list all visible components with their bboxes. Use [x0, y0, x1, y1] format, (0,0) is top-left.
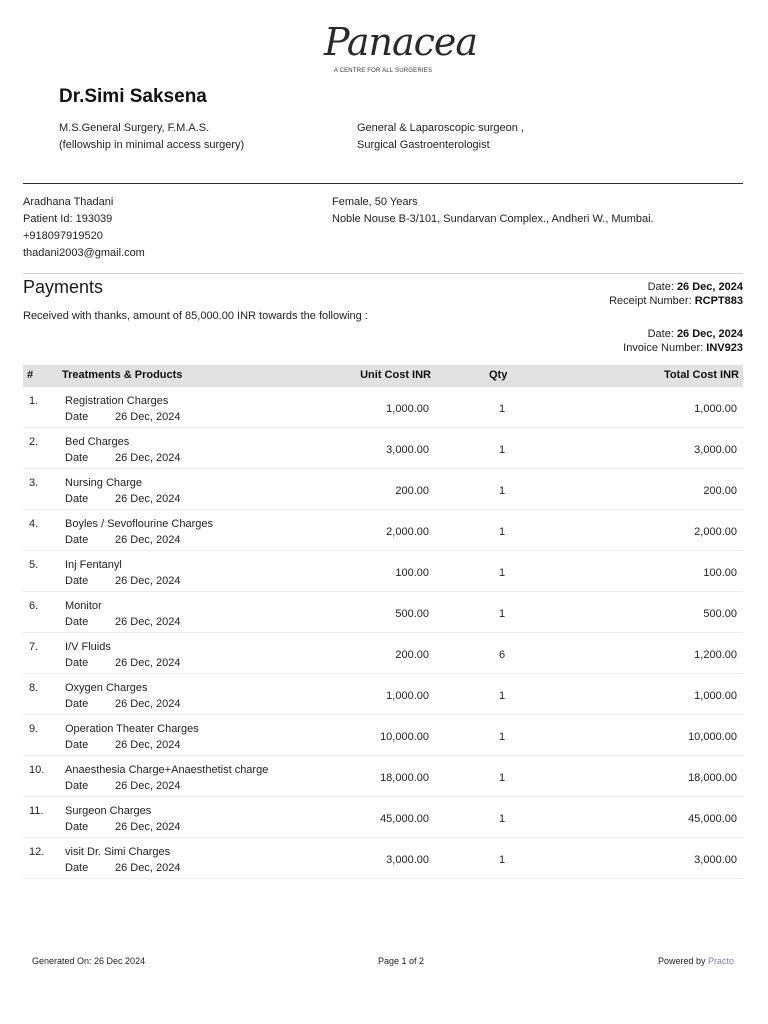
- quantity: 1: [499, 608, 506, 620]
- table-row: [23, 428, 743, 469]
- total-cost: 3,000.00: [694, 444, 737, 456]
- item-date: 26 Dec, 2024: [115, 657, 181, 669]
- logo-wordmark: Panacea: [324, 20, 478, 64]
- total-cost: 45,000.00: [688, 813, 737, 825]
- logo-tagline: A CENTRE FOR ALL SURGERIES: [333, 68, 433, 74]
- item-date: 26 Dec, 2024: [115, 862, 181, 874]
- total-cost: 10,000.00: [688, 731, 737, 743]
- receipt-date-label: Date:: [647, 281, 677, 293]
- patient-email: thadani2003@gmail.com: [23, 247, 145, 259]
- item-name: Registration Charges: [65, 395, 169, 407]
- quantity: 1: [499, 731, 506, 743]
- patient-gender-age: Female, 50 Years: [332, 196, 418, 208]
- date-label: Date: [65, 616, 89, 628]
- invoice-meta: [623, 327, 743, 355]
- treatments-table: [23, 365, 743, 879]
- invoice-date-value: 26 Dec, 2024: [676, 328, 743, 340]
- powered-by-label: Powered by: [657, 956, 708, 966]
- unit-cost: 100.00: [395, 567, 429, 579]
- row-number: 4.: [29, 518, 39, 530]
- row-number: 12.: [29, 846, 45, 858]
- patient-address: Noble Nouse B-3/101, Sundarvan Complex., Andheri W., Mumbai.: [332, 213, 654, 225]
- receipt-number-value: RCPT883: [694, 295, 743, 307]
- qualification-line: M.S.General Surgery, F.M.A.S.: [59, 122, 210, 134]
- total-cost: 1,200.00: [694, 649, 737, 661]
- row-number: 3.: [29, 477, 39, 489]
- header-item: Treatments & Products: [62, 369, 183, 381]
- total-cost: 1,000.00: [694, 690, 737, 702]
- table-body: [23, 387, 743, 879]
- header-unit-cost: Unit Cost INR: [360, 369, 431, 381]
- patient-name: Aradhana Thadani: [23, 196, 114, 208]
- quantity: 1: [499, 690, 506, 702]
- item-date: 26 Dec, 2024: [115, 411, 181, 423]
- item-date: 26 Dec, 2024: [115, 780, 181, 792]
- received-statement: Received with thanks, amount of 85,000.00 INR towards the following :: [23, 310, 368, 322]
- invoice-number-value: INV923: [706, 342, 743, 354]
- receipt-number-label: Receipt Number:: [609, 295, 695, 307]
- total-cost: 100.00: [703, 567, 737, 579]
- item-date: 26 Dec, 2024: [115, 616, 181, 628]
- item-date: 26 Dec, 2024: [115, 534, 181, 546]
- doctor-name: Dr.Simi Saksena: [59, 86, 207, 107]
- item-name: Boyles / Sevoflourine Charges: [65, 518, 213, 530]
- page-number: Page 1 of 2: [378, 956, 425, 966]
- patient-contact: [23, 194, 145, 262]
- patient-details: [332, 194, 654, 228]
- powered-by: [658, 956, 734, 966]
- total-cost: 3,000.00: [694, 854, 737, 866]
- unit-cost: 2,000.00: [386, 526, 429, 538]
- quantity: 1: [499, 444, 506, 456]
- patient-id: Patient Id: 193039: [23, 213, 113, 225]
- quantity: 1: [499, 526, 506, 538]
- unit-cost: 200.00: [395, 649, 429, 661]
- table-row: [23, 469, 743, 510]
- row-number: 11.: [29, 805, 44, 817]
- item-date: 26 Dec, 2024: [115, 452, 181, 464]
- patient-phone: +918097919520: [23, 230, 103, 242]
- date-label: Date: [65, 780, 89, 792]
- date-label: Date: [65, 575, 89, 587]
- total-cost: 18,000.00: [688, 772, 737, 784]
- table-row: [23, 797, 743, 838]
- invoice-date-label: Date:: [647, 328, 677, 340]
- qualification-line: (fellowship in minimal access surgery): [59, 139, 245, 151]
- receipt-meta: [609, 280, 743, 308]
- invoice-number: [623, 341, 743, 355]
- payments-title: Payments: [23, 277, 104, 297]
- doctor-qualifications: [59, 120, 244, 154]
- row-number: 10.: [29, 764, 45, 776]
- unit-cost: 3,000.00: [386, 854, 429, 866]
- table-row: [23, 674, 743, 715]
- header-divider: [23, 183, 743, 184]
- table-header: [23, 365, 743, 387]
- row-number: 1.: [29, 395, 39, 407]
- item-name: Operation Theater Charges: [65, 723, 199, 735]
- total-cost: 2,000.00: [694, 526, 737, 538]
- date-label: Date: [65, 657, 89, 669]
- item-name: Anaesthesia Charge+Anaesthetist charge: [65, 764, 269, 776]
- date-label: Date: [65, 862, 89, 874]
- date-label: Date: [65, 452, 89, 464]
- invoice-number-label: Invoice Number:: [623, 342, 707, 354]
- item-name: Inj Fentanyl: [65, 559, 122, 571]
- specialty-line: General & Laparoscopic surgeon ,: [357, 122, 524, 134]
- practo-link[interactable]: Practo: [707, 956, 734, 966]
- quantity: 1: [499, 772, 506, 784]
- quantity: 1: [499, 813, 506, 825]
- row-number: 6.: [29, 600, 39, 612]
- unit-cost: 1,000.00: [386, 403, 429, 415]
- unit-cost: 3,000.00: [386, 444, 429, 456]
- generated-on: Generated On: 26 Dec 2024: [32, 956, 146, 966]
- unit-cost: 1,000.00: [386, 690, 429, 702]
- total-cost: 500.00: [703, 608, 737, 620]
- item-date: 26 Dec, 2024: [115, 698, 181, 710]
- item-name: Bed Charges: [65, 436, 130, 448]
- date-label: Date: [65, 821, 89, 833]
- unit-cost: 18,000.00: [380, 772, 429, 784]
- item-name: Nursing Charge: [65, 477, 143, 489]
- date-label: Date: [65, 534, 89, 546]
- item-date: 26 Dec, 2024: [115, 575, 181, 587]
- receipt-number: [609, 294, 743, 308]
- total-cost: 200.00: [703, 485, 737, 497]
- table-row: [23, 551, 743, 592]
- unit-cost: 200.00: [395, 485, 429, 497]
- total-cost: 1,000.00: [694, 403, 737, 415]
- receipt-date-value: 26 Dec, 2024: [676, 281, 743, 293]
- quantity: 1: [499, 403, 506, 415]
- section-divider: [23, 273, 743, 274]
- row-number: 9.: [29, 723, 39, 735]
- table-row: [23, 756, 743, 797]
- unit-cost: 500.00: [395, 608, 429, 620]
- invoice-date: [623, 327, 743, 341]
- table-row: [23, 633, 743, 674]
- row-number: 5.: [29, 559, 39, 571]
- item-name: Monitor: [65, 600, 102, 612]
- clinic-logo: [324, 20, 478, 86]
- date-label: Date: [65, 411, 89, 423]
- quantity: 1: [499, 854, 506, 866]
- quantity: 1: [499, 485, 506, 497]
- date-label: Date: [65, 698, 89, 710]
- row-number: 7.: [29, 641, 39, 653]
- table-row: [23, 510, 743, 551]
- unit-cost: 45,000.00: [380, 813, 429, 825]
- unit-cost: 10,000.00: [380, 731, 429, 743]
- item-date: 26 Dec, 2024: [115, 739, 181, 751]
- header-total-cost: Total Cost INR: [664, 369, 739, 381]
- item-name: visit Dr. Simi Charges: [65, 846, 171, 858]
- table-row: [23, 387, 743, 428]
- quantity: 1: [499, 567, 506, 579]
- table-row: [23, 715, 743, 756]
- header-num: #: [27, 369, 34, 381]
- table-row: [23, 838, 743, 879]
- item-name: Surgeon Charges: [65, 805, 152, 817]
- quantity: 6: [499, 649, 506, 661]
- date-label: Date: [65, 493, 89, 505]
- item-name: Oxygen Charges: [65, 682, 148, 694]
- row-number: 8.: [29, 682, 39, 694]
- table-row: [23, 592, 743, 633]
- header-qty: Qty: [489, 369, 508, 381]
- specialty-line: Surgical Gastroenterologist: [357, 139, 490, 151]
- item-date: 26 Dec, 2024: [115, 821, 181, 833]
- receipt-date: [609, 280, 743, 294]
- date-label: Date: [65, 739, 89, 751]
- row-number: 2.: [29, 436, 39, 448]
- doctor-specialty: [357, 120, 524, 154]
- item-name: I/V Fluids: [65, 641, 111, 653]
- item-date: 26 Dec, 2024: [115, 493, 181, 505]
